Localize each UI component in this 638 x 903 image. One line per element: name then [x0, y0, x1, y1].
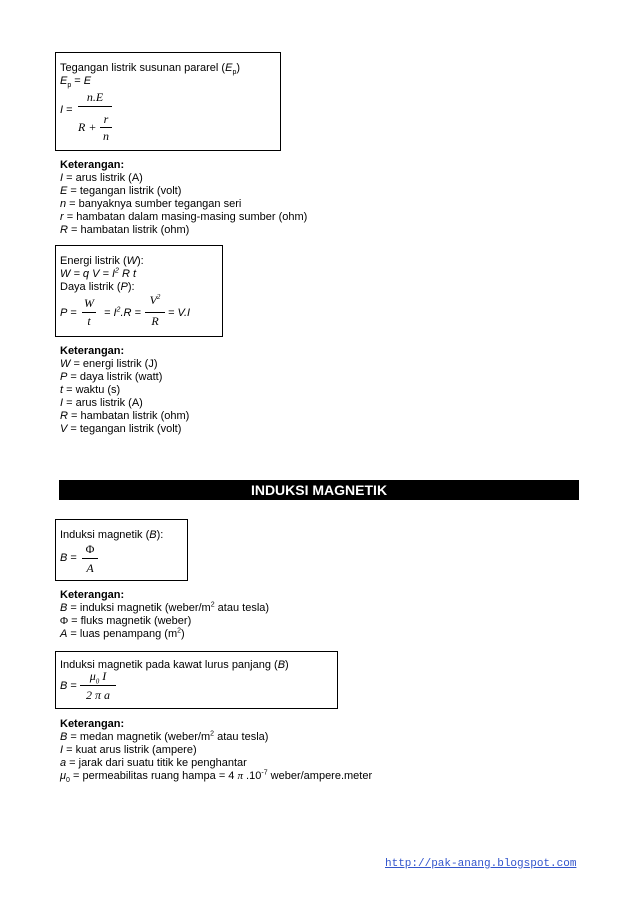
ket3-heading: Keterangan:	[60, 589, 125, 601]
current-numerator: n.E	[86, 90, 104, 104]
flux-numerator: Φ	[85, 542, 95, 556]
power-frac2-denominator: R	[151, 314, 159, 328]
power-frac1-bar	[82, 312, 96, 313]
energy-equation: W = q $V = I^2$ R t	[60, 267, 137, 280]
ket2-heading: Keterangan:	[60, 345, 125, 357]
ket2-item: t = waktu (s)	[60, 384, 121, 396]
section-banner-title: INDUKSI MAGNETIK	[59, 480, 579, 500]
ket4-item: $\mu_0$ = permeabilitas ruang hampa = 4 π $.10^{-7}$ weber/ampere.meter	[60, 769, 373, 785]
current-denominator-r: R +	[78, 120, 97, 134]
ket2-item: R = hambatan listrik (ohm)	[60, 410, 190, 422]
ket3-item: B = induksi magnetik ($weber/m^2$ atau tesla)	[60, 601, 270, 614]
ket1-item: E = tegangan listrik (volt)	[60, 185, 182, 197]
ket4-item: B = medan magnetik ($weber/m^2$ atau tesla)	[60, 730, 269, 743]
ep-equation: $E_p = E$	[60, 75, 92, 90]
straight-wire-numerator: $\mu_0$ I	[89, 669, 107, 686]
ket1-heading: Keterangan:	[60, 159, 125, 171]
small-fraction-denominator: n	[103, 129, 109, 143]
ket2-item: V = tegangan listrik (volt)	[60, 423, 182, 435]
small-fraction-bar	[100, 127, 112, 128]
straight-wire-fraction-bar	[80, 685, 116, 686]
area-denominator: A	[86, 561, 94, 575]
ket4-item: I = kuat arus listrik (ampere)	[60, 744, 197, 756]
parallel-voltage-title: Tegangan listrik susunan pararel $(E_p)$	[60, 62, 241, 77]
ket2-item: P = daya listrik (watt)	[60, 371, 163, 383]
ket1-item: I = arus listrik (A)	[60, 172, 143, 184]
power-title: Daya listrik (P):	[60, 281, 135, 293]
power-equation-label: P =	[60, 307, 77, 319]
current-fraction-bar	[78, 106, 112, 107]
small-fraction-numerator: r	[103, 112, 109, 126]
ket1-item: R = hambatan listrik (ohm)	[60, 224, 190, 236]
power-tail-term: = V.I	[168, 307, 191, 319]
magnetic-induction-title: Induksi magnetik (B):	[60, 529, 164, 541]
flux-fraction-bar	[82, 558, 98, 559]
power-frac2-numerator: $V^2$	[149, 293, 161, 307]
ket2-item: W = energi listrik (J)	[60, 358, 158, 370]
energy-title: Energi listrik (W):	[60, 255, 144, 267]
ket3-item: A = luas penampang $(m^2)$	[60, 627, 185, 640]
straight-wire-title: Induksi magnetik pada kawat lurus panjang (B)	[60, 659, 289, 671]
ket1-item: r = hambatan dalam masing-masing sumber (ohm)	[60, 211, 308, 223]
ket2-item: I = arus listrik (A)	[60, 397, 143, 409]
power-frac1-numerator: W	[84, 296, 94, 310]
power-middle-term: = $I^2.R$ =	[104, 306, 141, 319]
ket3-item: Φ = fluks magnetik (weber)	[60, 615, 192, 627]
b-equation-label: B =	[60, 552, 77, 564]
footer-link[interactable]: http://pak-anang.blogspot.com	[385, 858, 577, 870]
power-frac2-bar	[145, 312, 165, 313]
straight-wire-b-label: B =	[60, 680, 77, 692]
ket1-item: n = banyaknya sumber tegangan seri	[60, 198, 242, 210]
power-frac1-denominator: t	[87, 314, 91, 328]
straight-wire-denominator: 2 π a	[85, 688, 110, 702]
ket4-heading: Keterangan:	[60, 718, 125, 730]
current-equation-label: I =	[60, 104, 73, 116]
ket4-item: a = jarak dari suatu titik ke penghantar	[60, 757, 247, 769]
